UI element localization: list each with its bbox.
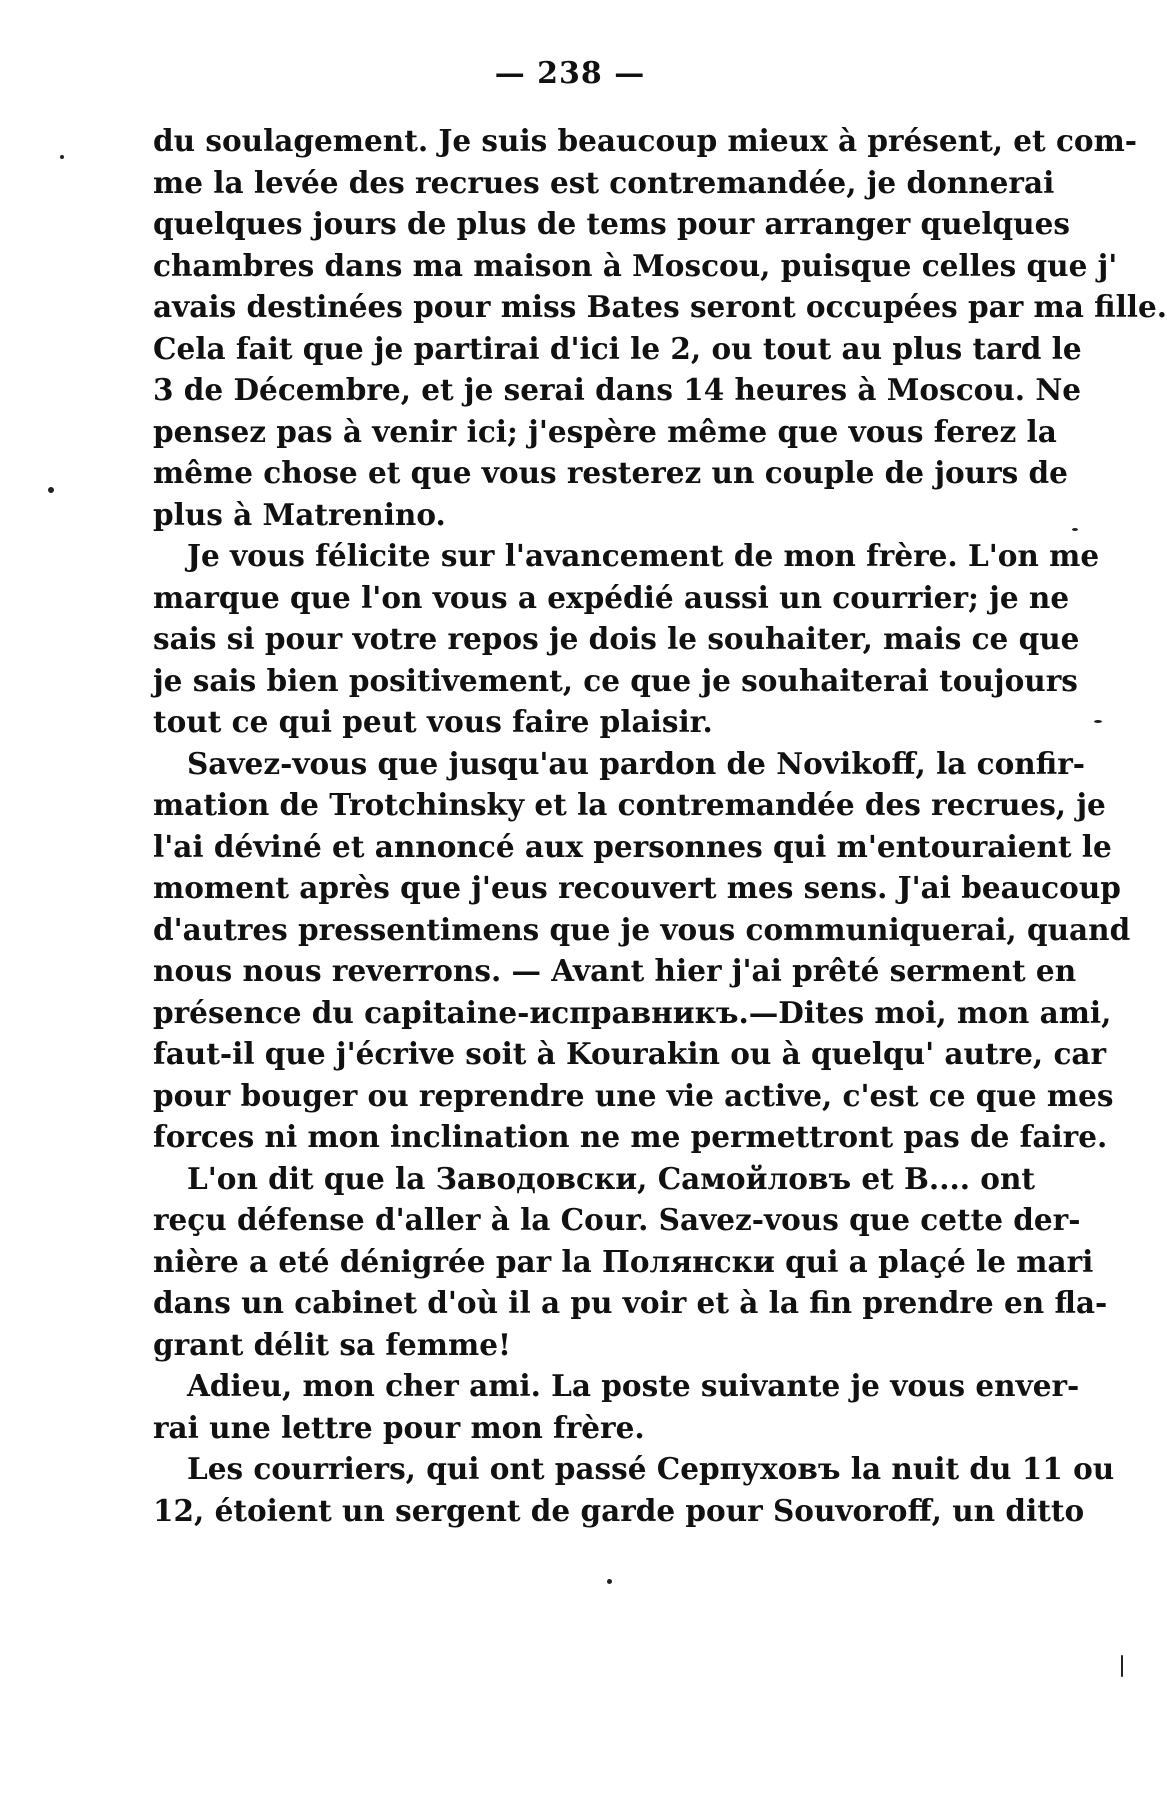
text-line: l'ai déviné et annoncé aux personnes qui m'entouraient le bbox=[153, 828, 1112, 864]
print-speck bbox=[1072, 528, 1078, 531]
text-line: Je vous félicite sur l'avancement de mon frère. L'on me bbox=[187, 538, 1100, 573]
text-line: pour bouger ou reprendre une vie active, c'est ce que mes bbox=[153, 1077, 1114, 1113]
text-line: Les courriers, qui ont passé Серпуховъ la nuit du 11 ou bbox=[187, 1451, 1115, 1486]
text-line: du soulagement. Je suis beaucoup mieux à présent, et com- bbox=[153, 123, 1138, 158]
text-line: 12, étoient un sergent de garde pour Souvoroff, un ditto bbox=[153, 1492, 1085, 1528]
text-line: marque que l'on vous a expédié aussi un courrier; je ne bbox=[153, 579, 1070, 615]
text-line: plus à Matrenino. bbox=[153, 496, 446, 532]
print-speck bbox=[1094, 720, 1102, 723]
text-line: grant délit sa femme! bbox=[153, 1326, 511, 1362]
text-line: mation de Trotchinsky et la contremandée des recrues, je bbox=[153, 787, 1106, 822]
page-number: — 238 — bbox=[494, 56, 646, 91]
text-line: reçu défense d'aller à la Cour. Savez-vous que cette der- bbox=[153, 1202, 1081, 1237]
print-speck bbox=[607, 1579, 612, 1584]
print-speck bbox=[1121, 1655, 1123, 1677]
text-line: me la levée des recrues est contremandée, je donnerai bbox=[153, 164, 1055, 200]
text-line: tout ce qui peut vous faire plaisir. bbox=[153, 704, 713, 739]
text-line: rai une lettre pour mon frère. bbox=[153, 1409, 645, 1445]
text-line: pensez pas à venir ici; j'espère même que vous ferez la bbox=[153, 413, 1057, 449]
text-line: d'autres pressentimens que je vous communiquerai, quand bbox=[153, 911, 1131, 947]
text-line: forces ni mon inclination ne me permettront pas de faire. bbox=[153, 1119, 1108, 1154]
body-text bbox=[153, 120, 1167, 1531]
text-line: avais destinées pour miss Bates seront occupées par ma fille. bbox=[153, 289, 1167, 324]
text-line: L'on dit que la Заводовски, Самойловъ et B.... ont bbox=[187, 1160, 1036, 1196]
print-speck bbox=[60, 155, 64, 159]
print-speck bbox=[48, 487, 54, 493]
text-line: même chose et que vous resterez un couple de jours de bbox=[153, 455, 1068, 490]
text-line: Cela fait que je partirai d'ici le 2, ou tout au plus tard le bbox=[153, 330, 1082, 366]
text-line: je sais bien positivement, ce que je souhaiterai toujours bbox=[153, 662, 1078, 698]
text-line: dans un cabinet d'où il a pu voir et à la fin prendre en fla- bbox=[153, 1285, 1108, 1320]
text-line: nière a eté dénigrée par la Полянски qui a plaçé le mari bbox=[153, 1243, 1094, 1279]
text-line: sais si pour votre repos je dois le souhaiter, mais ce que bbox=[153, 621, 1080, 656]
text-line: chambres dans ma maison à Moscou, puisque celles que j' bbox=[153, 247, 1118, 283]
text-line: nous nous reverrons. — Avant hier j'ai prêté serment en bbox=[153, 953, 1077, 988]
text-line: moment après que j'eus recouvert mes sens. J'ai beaucoup bbox=[153, 870, 1121, 905]
text-line: faut-il que j'écrive soit à Kourakin ou à quelqu' autre, car bbox=[153, 1036, 1107, 1071]
text-line: présence du capitaine-исправникъ.—Dites moi, mon ami, bbox=[153, 994, 1112, 1030]
text-line: quelques jours de plus de tems pour arranger quelques bbox=[153, 206, 1071, 241]
text-line: Savez-vous que jusqu'au pardon de Novikoff, la confir- bbox=[187, 745, 1085, 781]
text-line: 3 de Décembre, et je serai dans 14 heures à Moscou. Ne bbox=[153, 372, 1082, 407]
text-line: Adieu, mon cher ami. La poste suivante je vous enver- bbox=[187, 1368, 1080, 1403]
